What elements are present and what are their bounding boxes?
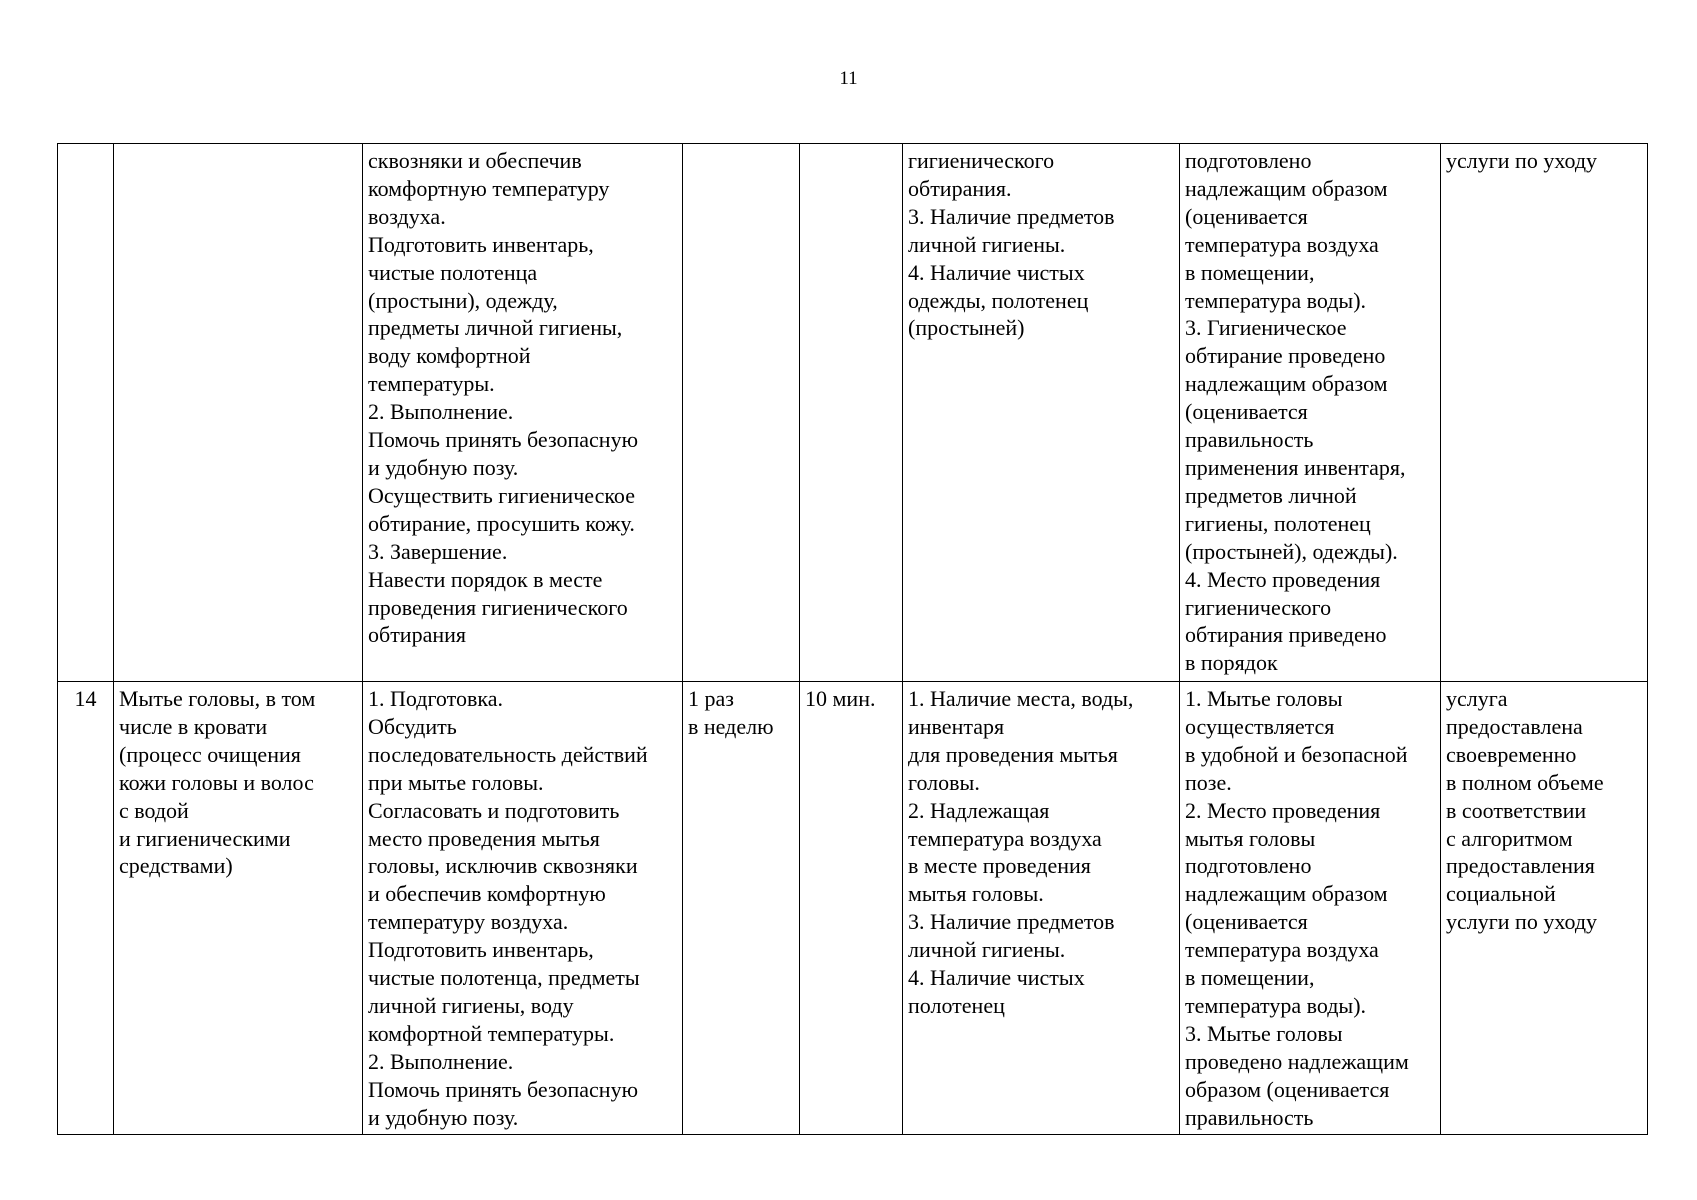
table-row xyxy=(58,682,1648,1135)
conditions-cell: 1. Наличие места, воды, инвентаря для проведения мытья головы. 2. Надлежащая температура воздуха в месте проведения мытья головы. 3. Наличие предметов личной гигиены. 4. Наличие чистых полотенец xyxy=(903,682,1180,1135)
frequency-cell: 1 раз в неделю xyxy=(683,682,800,1135)
page-number: 11 xyxy=(839,68,858,89)
duration-cell: 10 мин. xyxy=(800,682,903,1135)
service-name-cell xyxy=(114,144,363,682)
criteria-cell: подготовлено надлежащим образом (оценивается температура воздуха в помещении, температура воды). 3. Гигиеническое обтирание проведено надлежащим образом (оценивается правильность применения инвентаря, предметов личной гигиены, полотенец (простыней), одежды). 4. Место проведения гигиенического обтирания приведено в порядок xyxy=(1180,144,1441,682)
service-name-cell: Мытье головы, в том числе в кровати (процесс очищения кожи головы и волос с водой и гигиеническими средствами) xyxy=(114,682,363,1135)
row-number-cell xyxy=(58,144,114,682)
conditions-cell: гигиенического обтирания. 3. Наличие предметов личной гигиены. 4. Наличие чистых одежды, полотенец (простыней) xyxy=(903,144,1180,682)
row-number-cell: 14 xyxy=(58,682,114,1135)
result-cell: услуга предоставлена своевременно в полном объеме в соответствии с алгоритмом предоставления социальной услуги по уходу xyxy=(1441,682,1648,1135)
actions-cell: сквозняки и обеспечив комфортную температуру воздуха. Подготовить инвентарь, чистые полотенца (простыни), одежду, предметы личной гигиены, воду комфортной температуры. 2. Выполнение. Помочь принять безопасную и удобную позу. Осуществить гигиеническое обтирание, просушить кожу. 3. Завершение. Навести порядок в месте проведения гигиенического обтирания xyxy=(363,144,683,682)
result-cell: услуги по уходу xyxy=(1441,144,1648,682)
duration-cell xyxy=(800,144,903,682)
table-row xyxy=(58,144,1648,682)
criteria-cell: 1. Мытье головы осуществляется в удобной и безопасной позе. 2. Место проведения мытья головы подготовлено надлежащим образом (оценивается температура воздуха в помещении, температура воды). 3. Мытье головы проведено надлежащим образом (оценивается правильность xyxy=(1180,682,1441,1135)
frequency-cell xyxy=(683,144,800,682)
services-table xyxy=(57,143,1648,1135)
actions-cell: 1. Подготовка. Обсудить последовательность действий при мытье головы. Согласовать и подготовить место проведения мытья головы, исключив сквозняки и обеспечив комфортную температуру воздуха. Подготовить инвентарь, чистые полотенца, предметы личной гигиены, воду комфортной температуры. 2. Выполнение. Помочь принять безопасную и удобную позу. xyxy=(363,682,683,1135)
